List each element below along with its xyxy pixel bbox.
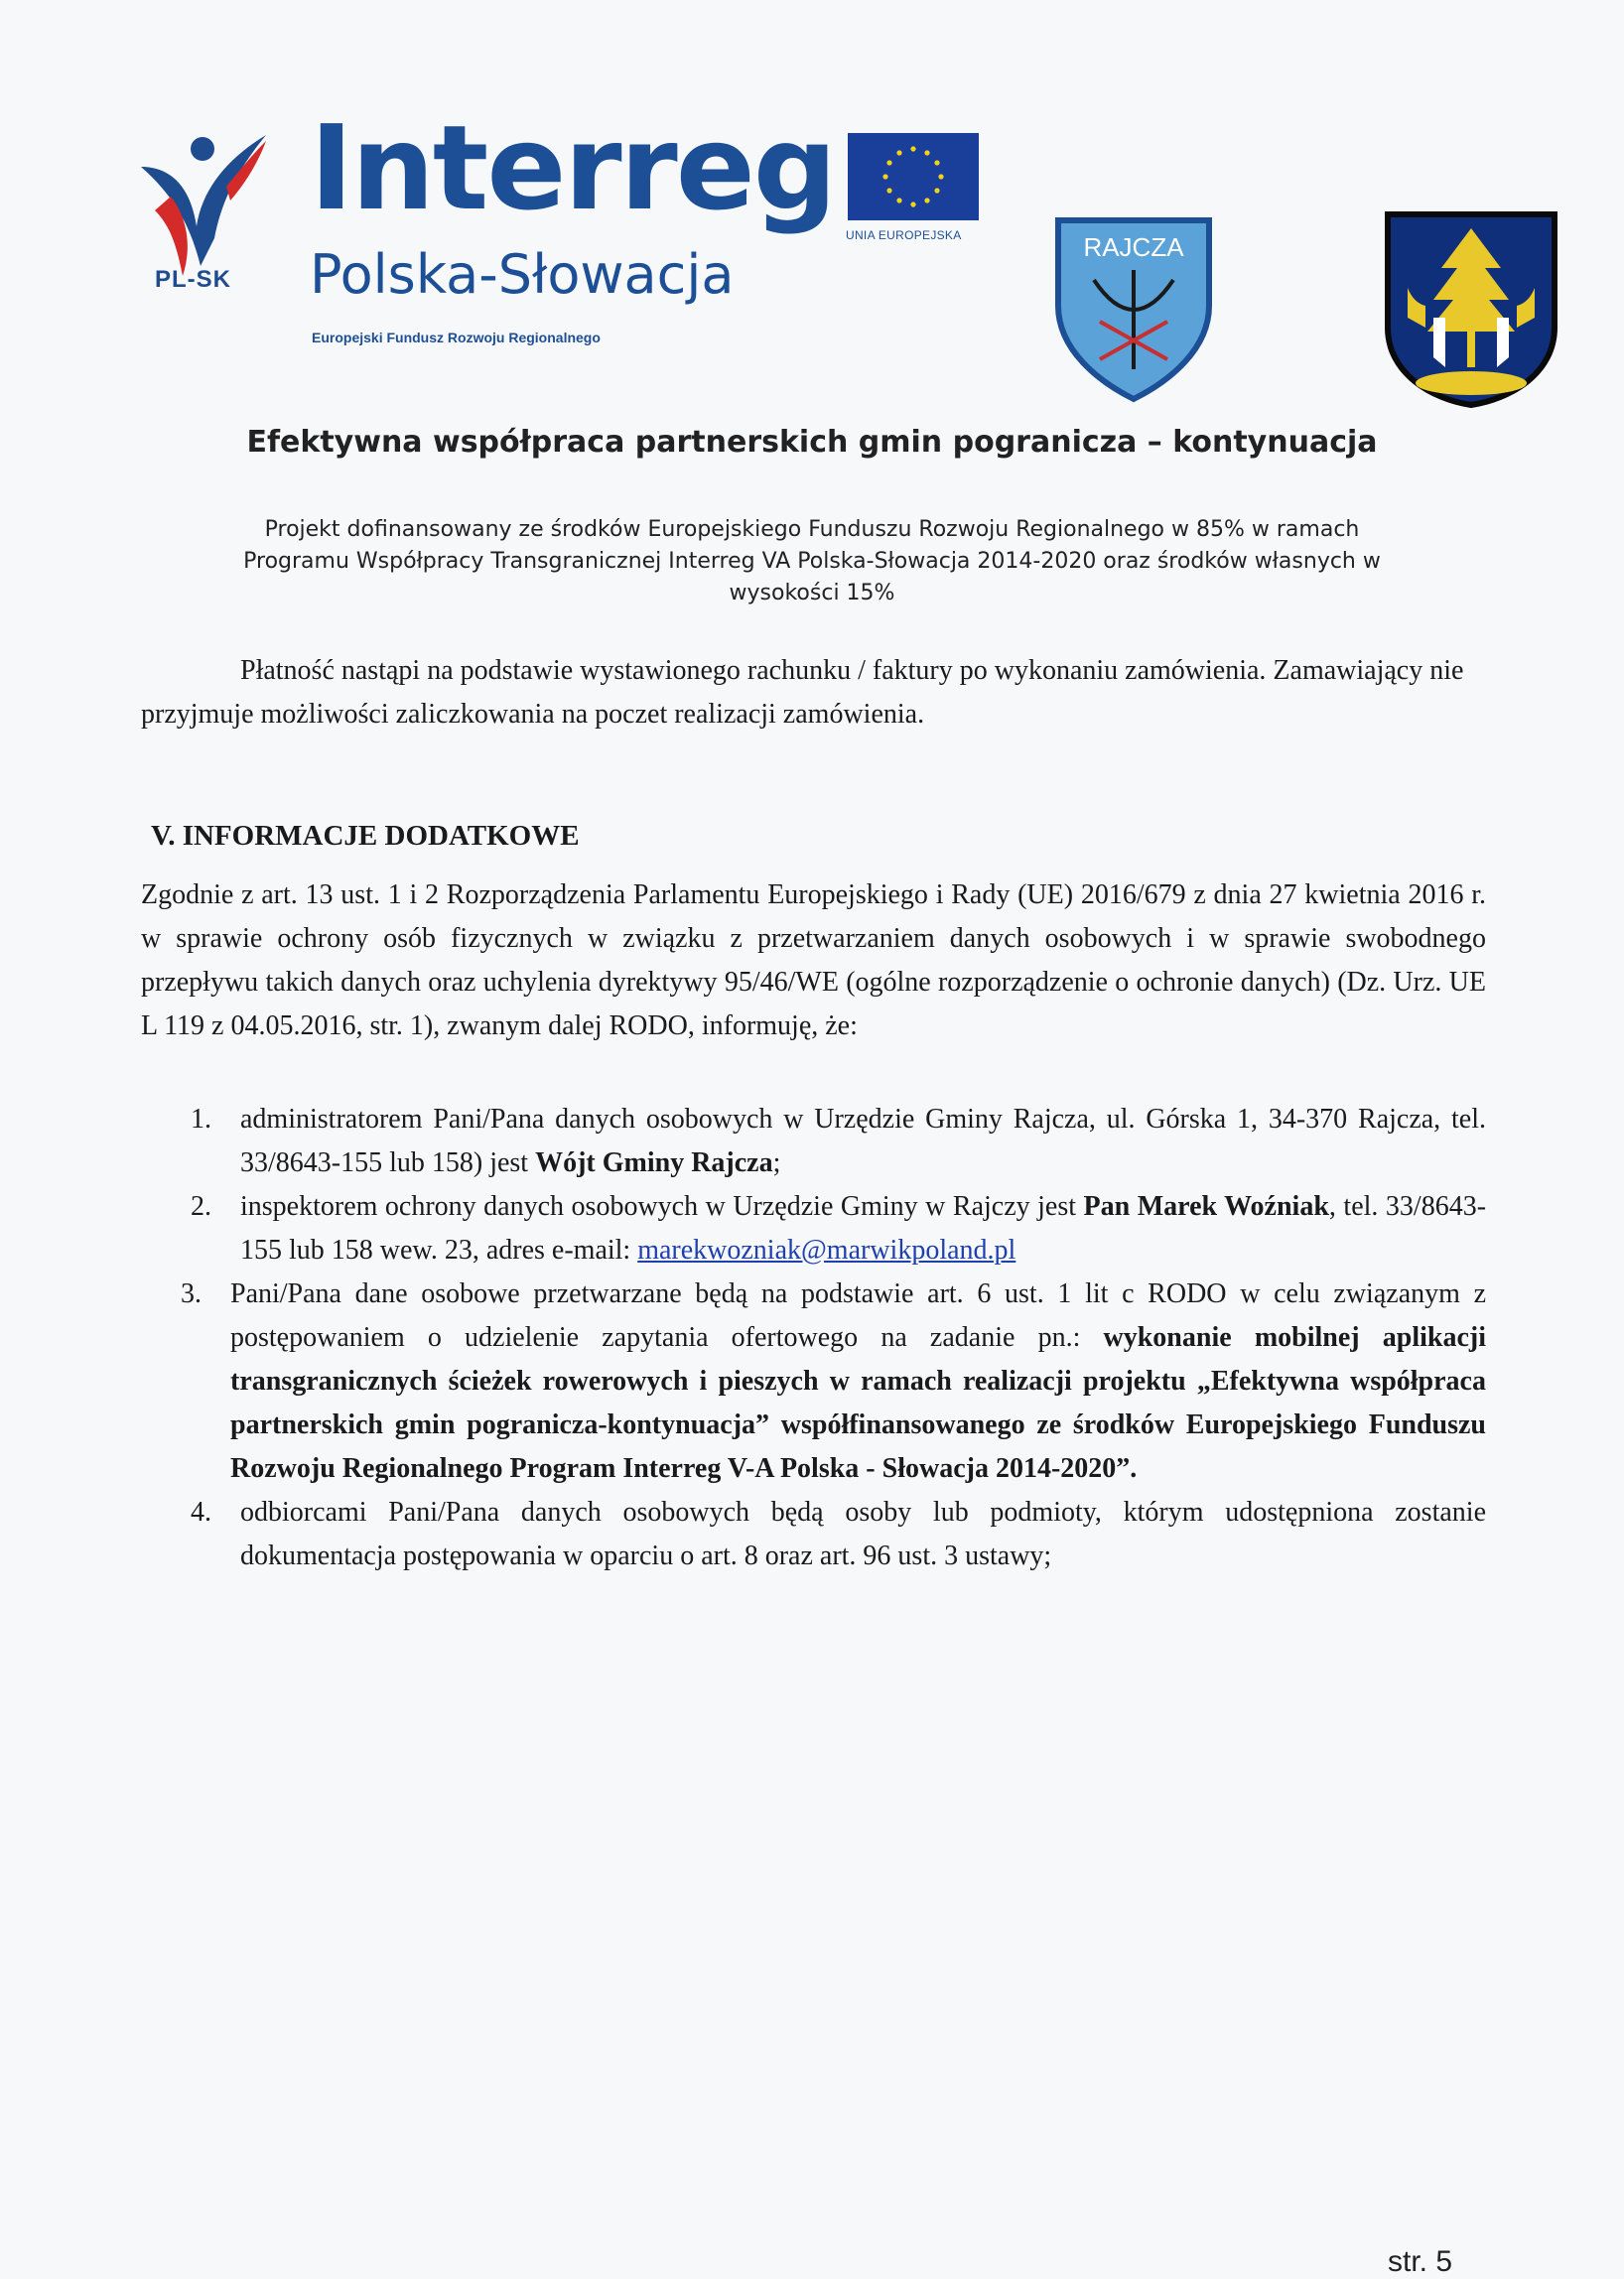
list-item: [141, 1185, 1486, 1273]
list-item-text: , tel. 33/8643-155 lub 158 wew. 23, adres e-mail:: [240, 1191, 1487, 1266]
cofinancing-line: wysokości 15%: [729, 581, 895, 605]
list-item: [141, 1098, 1486, 1185]
list-item-number: 3.: [181, 1278, 202, 1309]
payment-paragraph: Płatność nastąpi na podstawie wystawionego rachunku / faktury po wykonaniu zamówienia. Zamawiający nie przyjmuje możliwości zaliczkowania na poczet realizacji zamówienia.: [141, 655, 1464, 730]
program-name: Polska-Słowacja: [310, 243, 735, 306]
rajcza-crest-icon: [1050, 210, 1217, 405]
task-name: wykonanie mobilnej aplikacji transgranicznych ścieżek rowerowych i pieszych w ramach realizacji projektu „Efektywna współpraca partnerskich gmin pogranicza-kontynuacja” współfinansowanego ze środków Europejskiego Funduszu Rozwoju Regionalnego Program Interreg V-A Polska - Słowacja 2014-2020”.: [230, 1322, 1486, 1484]
cofinancing-statement: [159, 514, 1465, 609]
cofinancing-line: Programu Współpracy Transgranicznej Interreg VA Polska-Słowacja 2014-2020 oraz środków własnych w: [243, 549, 1381, 574]
plsk-label: PL-SK: [155, 266, 231, 293]
list-item-number: 4.: [191, 1497, 211, 1528]
eu-flag-icon: [848, 133, 979, 220]
inspector-name: Pan Marek Woźniak: [1083, 1191, 1329, 1222]
list-item-number: 1.: [191, 1104, 211, 1135]
project-title: Efektywna współpraca partnerskich gmin pogranicza – kontynuacja: [246, 425, 1378, 460]
list-item: [141, 1491, 1486, 1578]
rajcza-crest-text: RAJCZA: [1083, 232, 1184, 262]
rodo-intro-paragraph: Zgodnie z art. 13 ust. 1 i 2 Rozporządzenia Parlamentu Europejskiego i Rady (UE) 2016/679 z dnia 27 kwietnia 2016 r. w sprawie ochrony osób fizycznych w związku z przetwarzaniem danych osobowych i w sprawie swobodnego przepływu takich danych oraz uchylenia dyrektywy 95/46/WE (ogólne rozporządzenie o ochronie danych) (Dz. Urz. UE L 119 z 04.05.2016, str. 1), zwanym dalej RODO, informuję, że:: [141, 879, 1486, 1041]
list-item-text: Pani/Pana dane osobowe przetwarzane będą na podstawie art. 6 ust. 1 lit c RODO w celu związanym z postępowaniem o udzielenie zapytania ofertowego na zadanie pn.:: [230, 1278, 1486, 1353]
administrator-name: Wójt Gminy Rajcza: [535, 1147, 773, 1178]
list-item-number: 2.: [191, 1191, 211, 1222]
list-item: [141, 1273, 1486, 1491]
rodo-info-list: [141, 1098, 1486, 1578]
page-number: str. 5: [1388, 2245, 1453, 2278]
cofinancing-line: Projekt dofinansowany ze środków Europejskiego Funduszu Rozwoju Regionalnego w 85% w ramach: [264, 517, 1360, 542]
gmina-coat-of-arms-icon: [1382, 208, 1560, 409]
email-link[interactable]: marekwozniak@marwikpoland.pl: [637, 1235, 1016, 1266]
list-item-text: odbiorcami Pani/Pana danych osobowych będą osoby lub podmioty, którym udostępniona zostanie dokumentacja postępowania w oparciu o art. 8 oraz art. 96 ust. 3 ustawy;: [240, 1497, 1486, 1571]
list-item-text: inspektorem ochrony danych osobowych w Urzędzie Gminy w Rajczy jest: [240, 1191, 1084, 1222]
list-item-text: ;: [772, 1147, 781, 1178]
interreg-wordmark: Interreg: [310, 99, 836, 236]
section-heading: V. INFORMACJE DODATKOWE: [151, 820, 580, 852]
list-item-text: administratorem Pani/Pana danych osobowych w Urzędzie Gminy Rajcza, ul. Górska 1, 34-370 Rajcza, tel. 33/8643-155 lub 158) jest: [240, 1104, 1486, 1178]
eu-label: UNIA EUROPEJSKA: [846, 228, 962, 242]
fund-name: Europejski Fundusz Rozwoju Regionalnego: [312, 330, 601, 345]
